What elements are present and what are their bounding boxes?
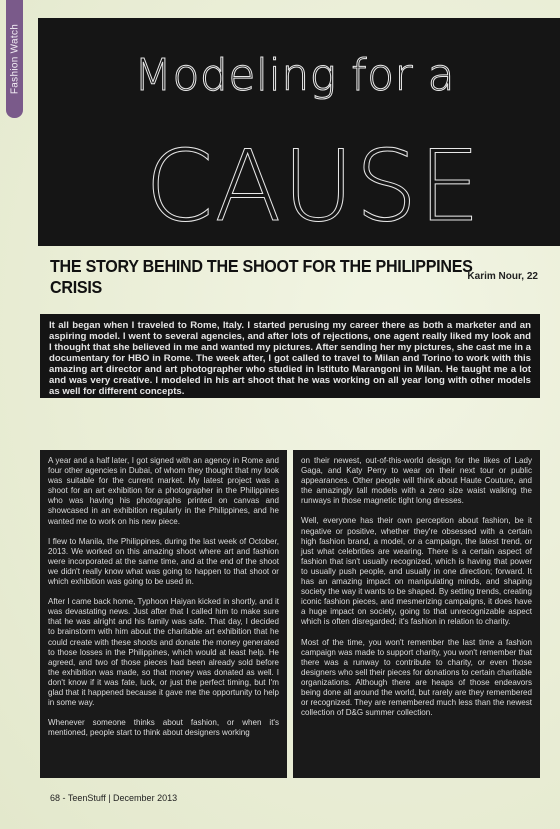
hero-title-line1: Modeling for a [134,50,456,101]
article-columns [40,450,540,778]
page-footer: 68 - TeenStuff | December 2013 [50,793,178,803]
body-paragraph: After I came back home, Typhoon Haiyan kicked in shortly, and it was devastating news. Just after that I called him to make sure that he was alright and his family was safe. That day, I decided to brainstorm with him about the charitable art exhibition that he could create with these shoots and donate the money generated to those losses in the Philippines, which would at least help. He agreed, and two of those pieces had been already sold before the exhibition was made, so that money was donated as well. I don't know if it was fate, luck, or just the perfect timing, but I'm glad that it happened because it gave me the opportunity to help in some way. [48,597,279,708]
section-tab [6,0,23,118]
body-paragraph: I flew to Manila, the Philippines, during the last week of October, 2013. We worked on this amazing shoot where art and fashion were incorporated at the same time, and at the end of the shoot we didn't really know what was going to happen to that shoot or which exhibition was going to be used in. [48,536,279,587]
intro-paragraph: It all began when I traveled to Rome, Italy. I started perusing my career there as both a marketer and an aspiring model. I went to several agencies, and after lots of rejections, one agent really liked my look and I thought that she believed in me and wanted my pictures. After sending her my pictures, she cast me in a documentary for HBO in Rome. The week after, I got called to travel to Milan and Torino to work with this amazing art director and art photographer who studied in Istituto Marangoni in Milan. He taught me a lot and was very creative. I modeled in his art shoot that he was working on all year long with other models as well for different concepts. [40,314,540,398]
body-paragraph: Well, everyone has their own perception about fashion, be it negative or positive, whether they're obsessed with a certain high fashion brand, a model, or a campaign, the latest trend, or just what celebrities are wearing. There is a certain aspect of fashion that isn't usually recognized, which is having that power to usually push people, and usually in one direction; forward. It has an amazing impact on manipulating minds, and shaping society the way it wants to be shaped. By setting trends, creating iconic fashion pieces, and mesmerizing campaigns, it does have a huge impact on society, going to that unrecognizable aspect which is often disregarded; it's fashion in relation to charity. [301,516,532,627]
hero-title-line2: CAUSE [145,130,482,244]
body-paragraph: Most of the time, you won't remember the last time a fashion campaign was made to support charity, you won't remember that there was a runway to contribute to charity, or even those designers who sell their pieces for donations to certain charitable organizations. Although there are heaps of those endeavors being done all around the world, but rarely are they remembered or recognized. They are remembered much less than the newest collection of D&G summer collection. [301,637,532,718]
hero-banner [38,18,560,246]
body-paragraph: on their newest, out-of-this-world design for the likes of Lady Gaga, and Katy Perry to wear on their next tour or public appearances. Other people will think about Haute Couture, and the amazingly tall models with a zero size waist walking the runways in those magnetic tight long dresses. [301,456,532,506]
article-subhead: THE STORY BEHIND THE SHOOT FOR THE PHILIPPINES CRISIS [50,256,473,297]
article-column-right [293,450,540,778]
section-tab-label: Fashion Watch [9,23,20,95]
article-column-left [40,450,287,778]
author-byline: Karim Nour, 22 [467,271,538,282]
body-paragraph: A year and a half later, I got signed with an agency in Rome and four other agencies in Dubai, of whom they thought that my look was suitable for the current market. My latest project was a shoot for an art exhibition for a photographer in the Philippines who was having his photographs printed on canvas and showcased in an exhibition regularly in the Philippines, and he wanted me to work on his new piece. [48,456,279,526]
body-paragraph: Whenever someone thinks about fashion, or when it's mentioned, people start to think about designers working [48,718,279,738]
